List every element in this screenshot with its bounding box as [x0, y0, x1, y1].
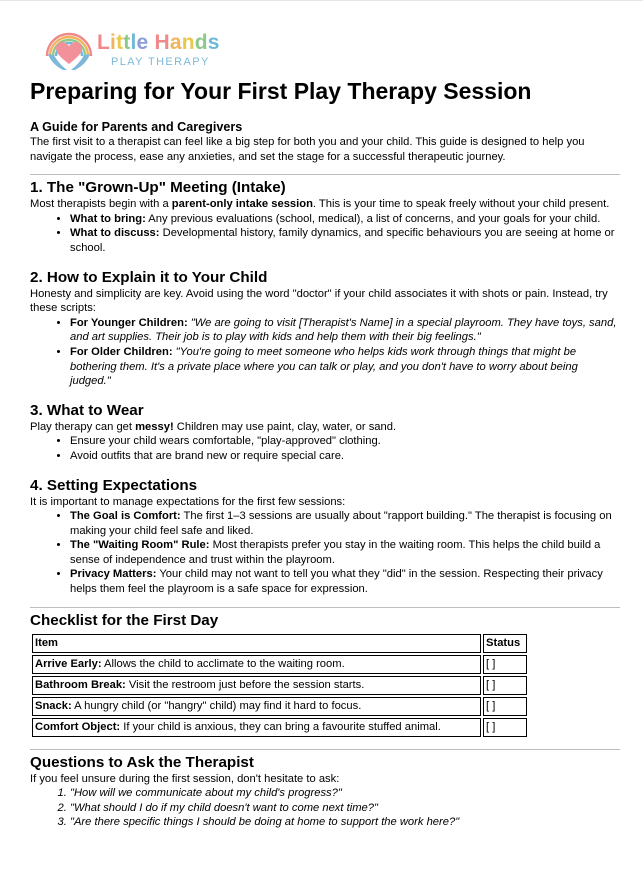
section-expectations	[30, 477, 620, 597]
logo	[40, 26, 230, 74]
logo-letter: d	[194, 31, 208, 54]
document-body	[30, 120, 620, 830]
list-item-text: "We are going to visit [Therapist's Name] in a special playroom. They have toys, sand, and art supplies. Their job is to play with kids and help them with their big feelings."	[70, 316, 617, 344]
text-run: Children may use paint, clay, water, or sand.	[173, 420, 397, 433]
logo-letter: t	[123, 31, 131, 54]
list-item	[70, 567, 620, 596]
section-divider	[30, 174, 620, 175]
page-title: Preparing for Your First Play Therapy Session	[30, 78, 532, 104]
list-item-label: For Younger Children:	[70, 316, 188, 329]
text-run: Most therapists begin with a	[30, 198, 172, 211]
list-item	[70, 345, 620, 389]
guide-intro: The first visit to a therapist can feel like a big step for both you and your child. This guide is designed to help you navigate the process, ease any anxieties, and set the stage for a successful therapeutic journey.	[30, 136, 585, 163]
logo-letter: s	[207, 31, 220, 54]
list-item-label: Privacy Matters:	[70, 568, 157, 581]
logo-letter: a	[169, 31, 182, 54]
list-item-text: The first 1–3 sessions are usually about "rapport building." The therapist is focusing on making your child feel safe and liked.	[70, 510, 612, 537]
list-item: 3. "Are there specific things I should be doing at home to support the work here?"	[70, 815, 620, 830]
list-item	[70, 538, 620, 567]
bullet-list	[30, 434, 620, 463]
checklist-table	[30, 632, 529, 739]
status-checkbox[interactable]: [ ]	[483, 697, 527, 716]
bullet-list	[30, 212, 620, 256]
logo-letter: l	[130, 31, 137, 54]
section-questions	[30, 754, 620, 830]
guide-heading: A Guide for Parents and Caregivers	[30, 120, 243, 134]
section-explain	[30, 269, 620, 389]
section-heading: 1. The "Grown-Up" Meeting (Intake)	[30, 179, 286, 197]
table-row	[32, 655, 527, 674]
logo-name	[97, 31, 220, 55]
status-checkbox[interactable]: [ ]	[483, 676, 527, 695]
text-run: . This is your time to speak freely without your child present.	[312, 198, 610, 211]
list-item	[70, 509, 620, 538]
row-text: A hungry child (or "hangry" child) may find it hard to focus.	[71, 699, 362, 712]
section-wear	[30, 402, 620, 464]
section-paragraph	[30, 197, 620, 212]
logo-letter: H	[154, 31, 170, 54]
logo-letter: i	[110, 31, 117, 54]
section-divider	[30, 607, 620, 608]
list-item-text: Developmental history, family dynamics, and specific behaviours you are seeing at home or school.	[70, 227, 615, 254]
bullet-list	[30, 509, 620, 597]
row-label: Snack:	[35, 699, 72, 712]
list-item: • Ensure your child wears comfortable, "play-approved" clothing.	[70, 434, 620, 449]
section-heading: 4. Setting Expectations	[30, 476, 198, 494]
section-heading: 2. How to Explain it to Your Child	[30, 268, 268, 286]
section-paragraph: If you feel unsure during the first session, don't hesitate to ask:	[30, 772, 340, 785]
list-item-text: Your child may not want to tell you what they "did" in the session. Respecting their privacy helps them feel the playroom is a safe space for expression.	[70, 568, 603, 596]
list-item-text: Any previous evaluations (school, medical), a list of concerns, and your goals for your child.	[145, 212, 601, 225]
logo-letter: t	[116, 31, 124, 54]
table-cell-item	[32, 718, 481, 737]
section-divider	[30, 749, 620, 750]
table-row	[32, 697, 527, 716]
list-item-label: What to discuss:	[70, 227, 160, 240]
table-cell-item	[32, 697, 481, 716]
section-paragraph: It is important to manage expectations for the first few sessions:	[30, 495, 346, 508]
column-header-item: Item	[32, 634, 481, 653]
section-paragraph: Honesty and simplicity are key. Avoid using the word "doctor" if your child associates it with shots or pain. Instead, try these scripts:	[30, 287, 608, 315]
list-item-text: Most therapists prefer you stay in the waiting room. This helps the child build a sense of independence and trust within the playroom.	[70, 539, 601, 566]
list-item	[70, 212, 620, 227]
section-heading: 3. What to Wear	[30, 401, 144, 419]
logo-heart-hands-icon	[40, 26, 98, 74]
list-item-text: "You're going to meet someone who helps kids work through things that might be bothering them. It's a private place where you can talk or play, and you don't have to worry about being judged."	[70, 345, 578, 388]
status-checkbox[interactable]: [ ]	[483, 718, 527, 737]
row-label: Arrive Early:	[35, 657, 102, 670]
numbered-list	[30, 786, 620, 830]
column-header-status: Status	[483, 634, 527, 653]
list-item	[70, 226, 620, 255]
row-label: Comfort Object:	[35, 720, 121, 733]
table-cell-item	[32, 676, 481, 695]
list-item-label: The "Waiting Room" Rule:	[70, 539, 210, 552]
list-item: • Avoid outfits that are brand new or require special care.	[70, 449, 620, 464]
logo-subtitle: PLAY THERAPY	[111, 56, 210, 68]
section-checklist	[30, 612, 620, 739]
list-item-label: For Older Children:	[70, 345, 173, 358]
table-row	[32, 718, 527, 737]
logo-letter: n	[181, 31, 195, 54]
table-header-row	[32, 634, 527, 653]
text-run-bold: parent-only intake session	[171, 198, 313, 211]
row-text: If your child is anxious, they can bring a favourite stuffed animal.	[120, 720, 441, 733]
text-run: Play therapy can get	[30, 420, 136, 433]
section-intake	[30, 179, 620, 255]
text-run-bold: messy!	[135, 420, 174, 433]
list-item-label: What to bring:	[70, 212, 146, 225]
logo-letter: L	[97, 31, 111, 54]
logo-letter: e	[136, 31, 149, 54]
bullet-list	[30, 316, 620, 389]
section-heading: Checklist for the First Day	[30, 611, 219, 629]
row-label: Bathroom Break:	[35, 678, 126, 691]
list-item: 2. "What should I do if my child doesn't want to come next time?"	[70, 801, 620, 816]
section-heading: Questions to Ask the Therapist	[30, 753, 254, 771]
table-row	[32, 676, 527, 695]
row-text: Allows the child to acclimate to the waiting room.	[101, 657, 345, 670]
list-item-label: The Goal is Comfort:	[70, 510, 181, 523]
section-paragraph	[30, 420, 620, 435]
list-item	[70, 316, 620, 345]
status-checkbox[interactable]: [ ]	[483, 655, 527, 674]
top-divider	[0, 0, 643, 1]
list-item: 1. "How will we communicate about my child's progress?"	[70, 786, 620, 801]
table-cell-item	[32, 655, 481, 674]
row-text: Visit the restroom just before the session starts.	[125, 678, 365, 691]
